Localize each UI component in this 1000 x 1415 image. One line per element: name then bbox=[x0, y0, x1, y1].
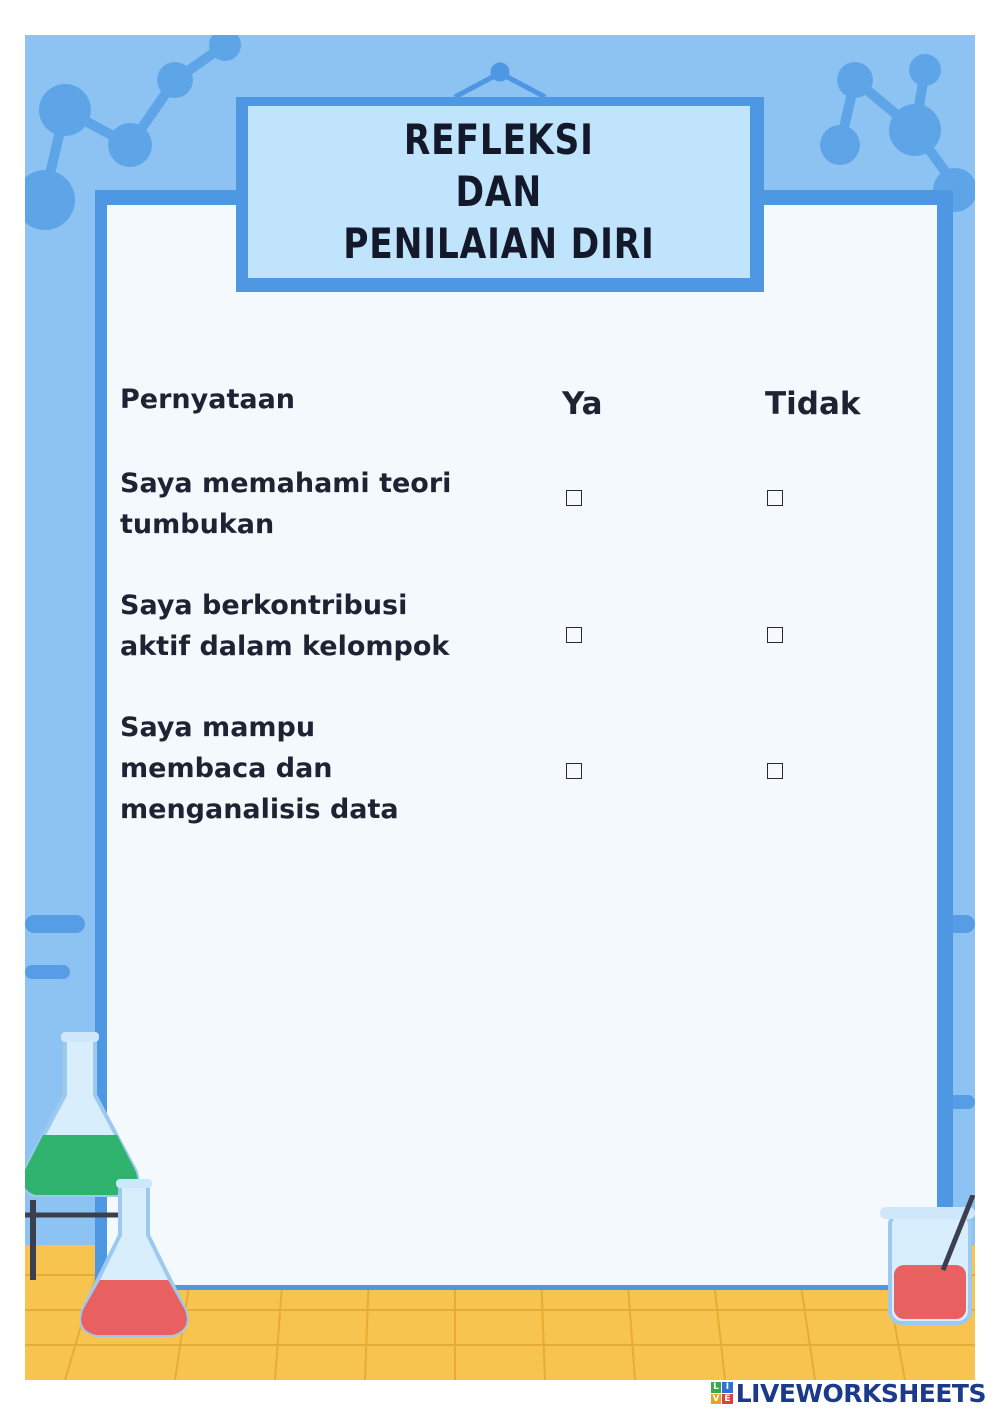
title-line-2: DAN bbox=[455, 167, 543, 216]
liveworksheets-text: LIVEWORKSHEETS bbox=[735, 1378, 986, 1408]
liveworksheets-brand[interactable] bbox=[711, 1378, 986, 1408]
logo-letter-e: E bbox=[722, 1394, 733, 1405]
flask-icon bbox=[80, 1175, 200, 1345]
statement-2-line-1: Saya berkontribusi bbox=[120, 590, 408, 621]
logo-letter-l: L bbox=[711, 1382, 722, 1393]
statement-3 bbox=[120, 707, 476, 830]
liveworksheets-logo-icon bbox=[711, 1382, 733, 1404]
header-yes: Ya bbox=[562, 386, 603, 422]
checkbox-yes-1[interactable] bbox=[566, 490, 582, 506]
statement-2-line-2: aktif dalam kelompok bbox=[120, 631, 450, 662]
header-statement: Pernyataan bbox=[120, 384, 296, 415]
header-no: Tidak bbox=[765, 386, 861, 422]
title-line-3: PENILAIAN DIRI bbox=[343, 219, 655, 268]
statement-3-line-3: menganalisis data bbox=[120, 794, 399, 825]
logo-letter-v: V bbox=[712, 1393, 720, 1404]
logo-letter-i: I bbox=[722, 1382, 733, 1393]
checkbox-yes-3[interactable] bbox=[566, 763, 582, 779]
statement-2 bbox=[120, 585, 476, 667]
hanger-icon bbox=[455, 65, 545, 97]
statement-1-line-2: tumbukan bbox=[120, 509, 275, 540]
statement-1-line-1: Saya memahami teori bbox=[120, 468, 452, 499]
beaker-icon bbox=[878, 1195, 975, 1330]
checkbox-no-3[interactable] bbox=[767, 763, 783, 779]
statement-3-line-2: membaca dan bbox=[120, 753, 333, 784]
checkbox-no-1[interactable] bbox=[767, 490, 783, 506]
molecule-icon bbox=[820, 54, 975, 212]
title-box bbox=[248, 106, 750, 278]
checkbox-no-2[interactable] bbox=[767, 627, 783, 643]
checkbox-yes-2[interactable] bbox=[566, 627, 582, 643]
statement-1 bbox=[120, 463, 476, 545]
statement-3-line-1: Saya mampu bbox=[120, 712, 316, 743]
title-line-1: REFLEKSI bbox=[404, 115, 594, 164]
